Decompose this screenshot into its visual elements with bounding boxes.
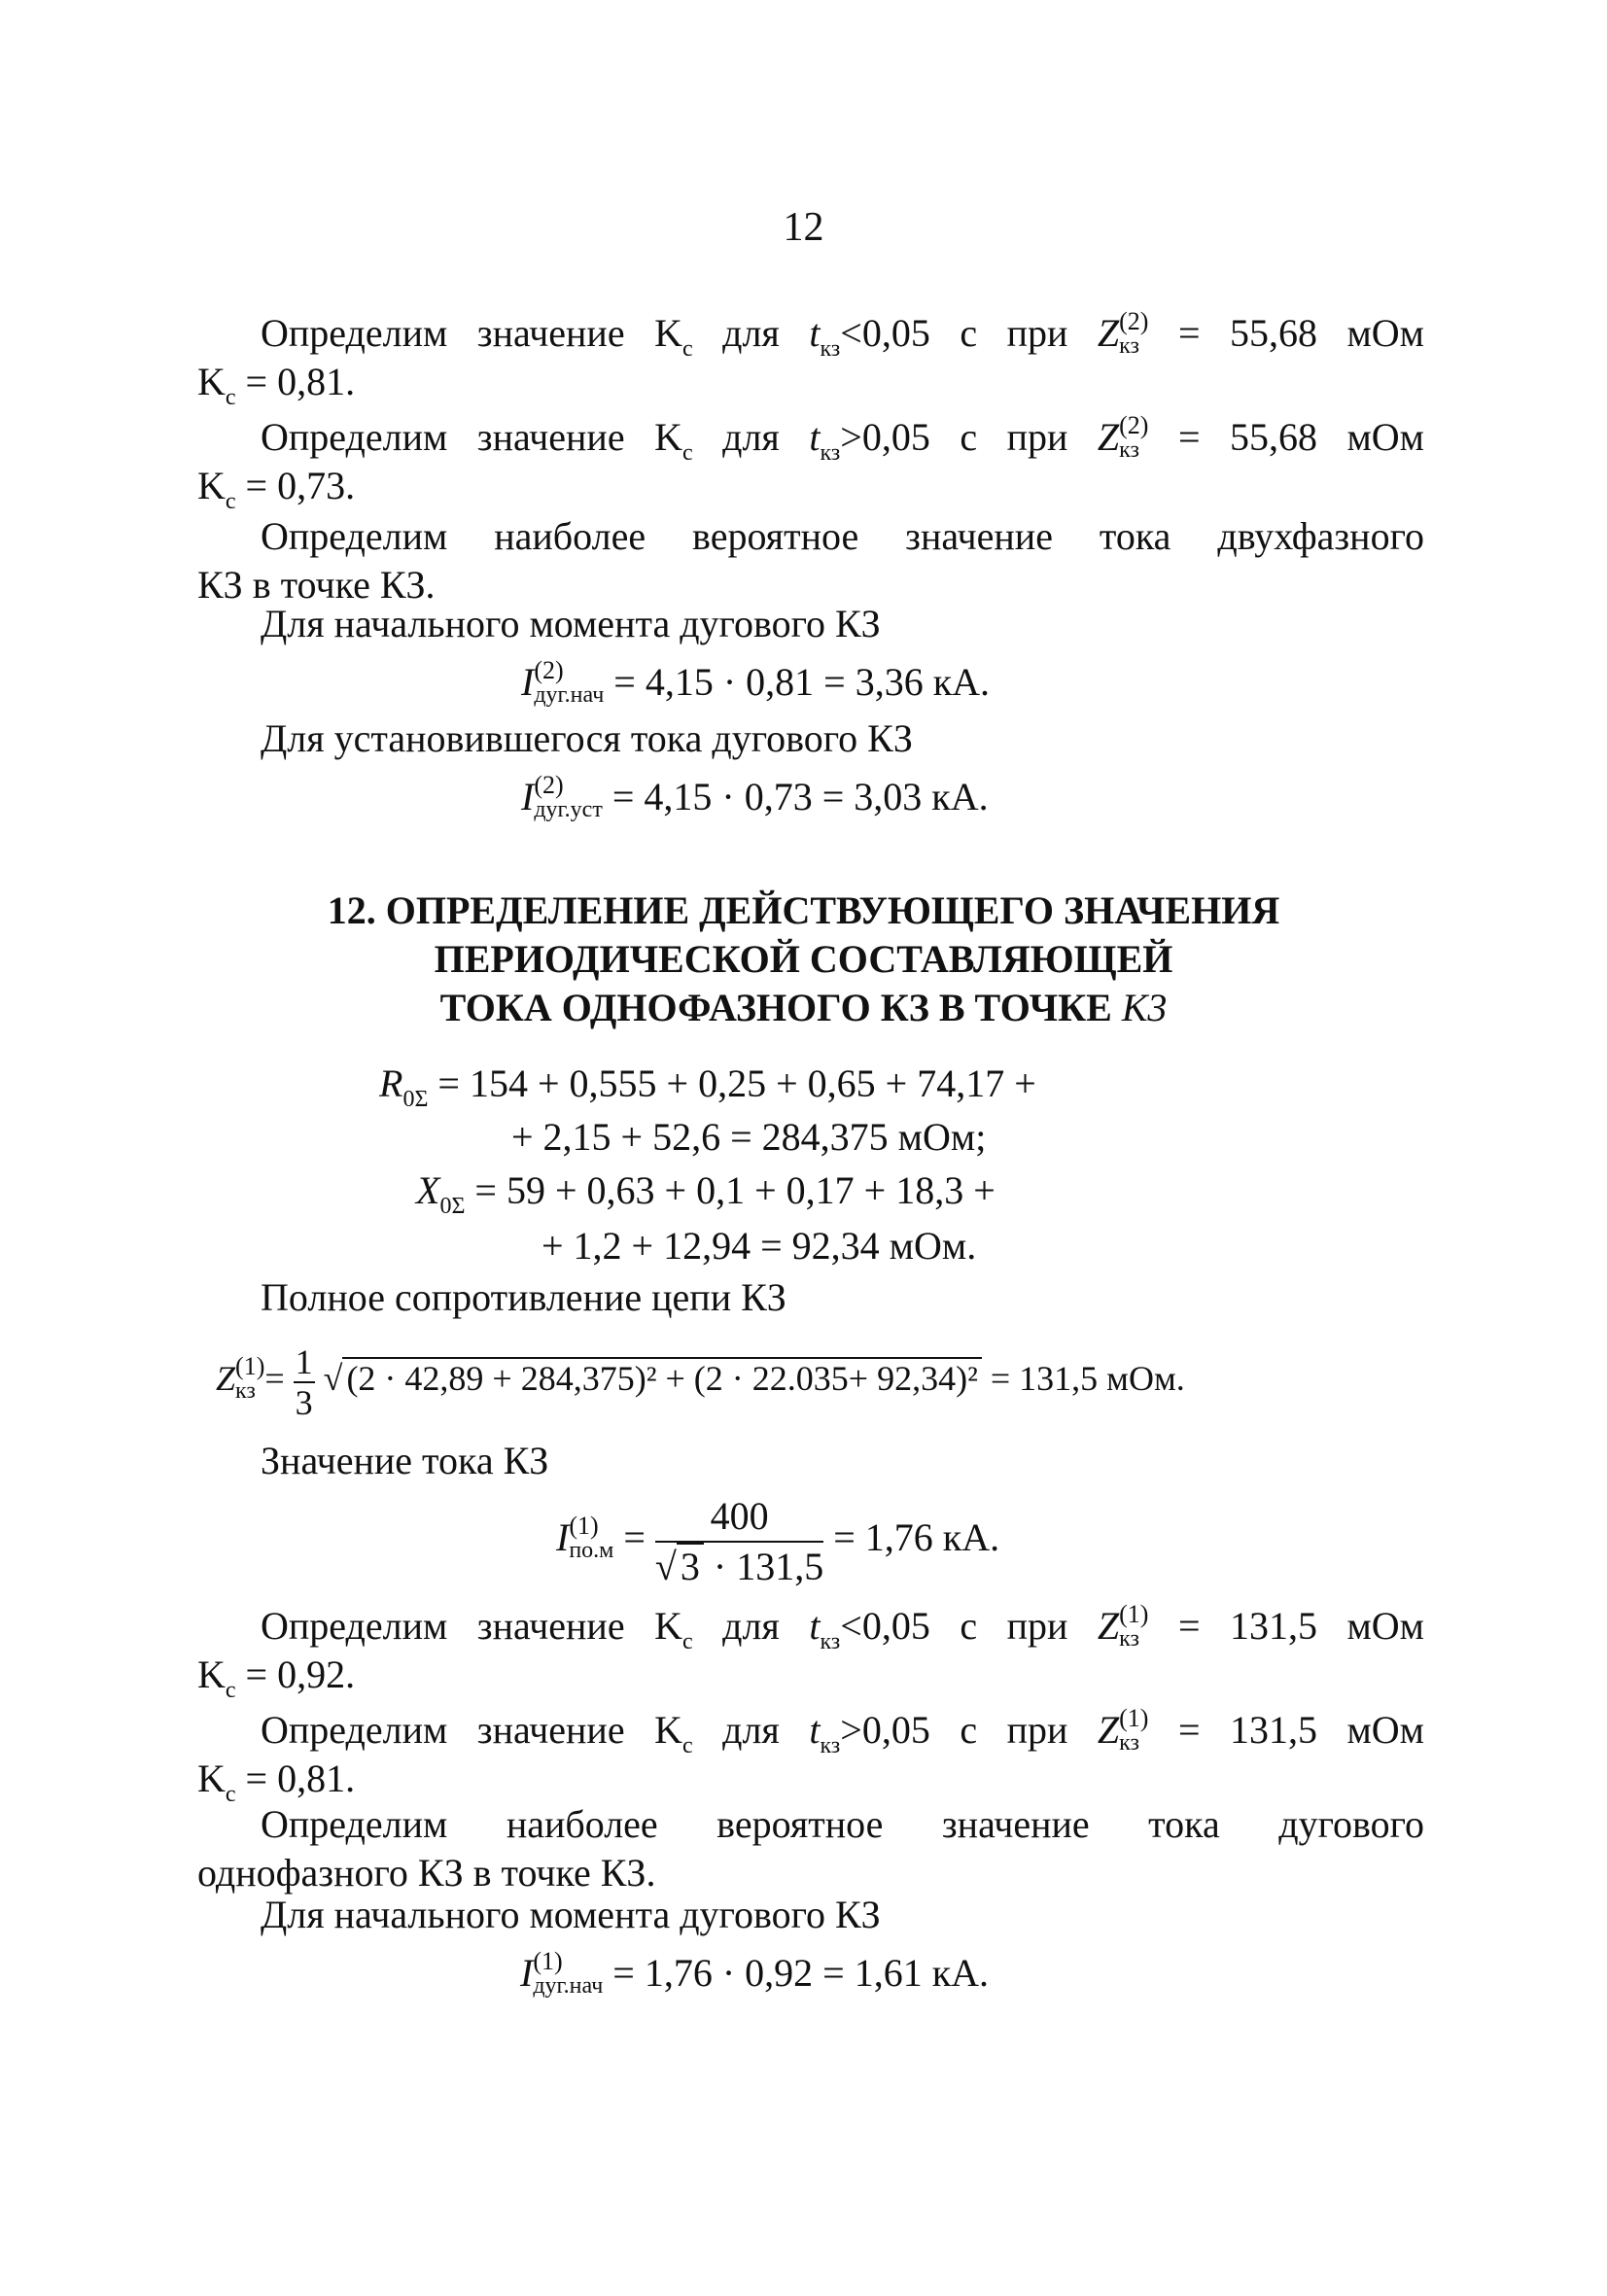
- equation-i2-initial: I (2) дуг.нач = 4,15 · 0,81 = 3,36 кА.: [521, 655, 991, 708]
- equation-r0-sum-cont: + 2,15 + 52,6 = 284,375 мОм;: [511, 1115, 987, 1159]
- paragraph-line: однофазного КЗ в точке КЗ.: [197, 1851, 656, 1895]
- paragraph-line: Определим значение $K_c$ для $t_{кз}>0,05$ с при Z (2) кз = 55,68 мОм: [261, 410, 1424, 466]
- equation-r0-sum: $R_{0\Sigma} = 154 + 0,555 + 0,25 + 0,65 + 74,17$ +: [379, 1061, 1036, 1112]
- heading-line: ТОКА ОДНОФАЗНОГО КЗ В ТОЧКЕ К3: [439, 986, 1168, 1029]
- paragraph-full-impedance: Полное сопротивление цепи КЗ: [261, 1275, 786, 1319]
- paragraph-steady-state: Для установившегося тока дугового КЗ: [261, 716, 913, 760]
- paragraph-kc-less-single: [197, 1599, 1424, 1703]
- paragraph-initial-moment: Для начального момента дугового КЗ: [261, 602, 881, 645]
- equation-i1-pom: I (1) по.м = $\frac{400}{√ 3 \cdot 131,5}$ = 1,76 кА.: [556, 1493, 1000, 1588]
- paragraph-kc-greater: [197, 410, 1424, 514]
- paragraph-line: $K_c = 0,92$.: [197, 1652, 356, 1703]
- paragraph-line: $K_c = 0,81$.: [197, 360, 356, 410]
- paragraph-line: Определим значение $K_c$ для $t_{кз}<0,05$ с при Z (1) кз = 131,5 мОм: [261, 1599, 1424, 1654]
- equation-i2-steady: I (2) дуг.уст = 4,15 · 0,73 = 3,03 кА.: [521, 770, 989, 822]
- paragraph-current-value: Значение тока КЗ: [261, 1439, 549, 1482]
- heading-line: 12. ОПРЕДЕЛЕНИЕ ДЕЙСТВУЮЩЕГО ЗНАЧЕНИЯ: [327, 888, 1280, 932]
- paragraph-kc-greater-single: [197, 1703, 1424, 1807]
- paragraph-probable-two-phase: [197, 512, 1424, 609]
- section-heading: [0, 887, 1607, 1032]
- equation-x0-sum-cont: + 1,2 + 12,94 = 92,34 мОм.: [541, 1224, 977, 1268]
- paragraph-probable-single-phase: [197, 1800, 1424, 1897]
- paragraph-line: КЗ в точке КЗ.: [197, 563, 436, 607]
- paragraph-line: $K_c = 0,81$.: [197, 1757, 356, 1807]
- paragraph-line: Определим наиболее вероятное значение тока дугового: [261, 1802, 1424, 1846]
- paragraph-line: Определим значение $K_c$ для $t_{кз}>0,05$ с при Z (1) кз = 131,5 мОм: [261, 1703, 1424, 1758]
- equation-x0-sum: $X_{0\Sigma} = 59 + 0,63 + 0,1 + 0,17 + 18,3$ +: [416, 1168, 996, 1219]
- equation-i1-initial: I (1) дуг.нач = 1,76 · 0,92 = 1,61 кА.: [520, 1946, 990, 1999]
- equation-z1-impedance: Z (1) кз = $\frac{1}{3}$ √ (2 · 42,89 + 284,375)² + (2 · 22.035+ 92,34)² = 131,5 мОм.: [216, 1341, 1185, 1422]
- paragraph-kc-less: [197, 306, 1424, 410]
- paragraph-line: Определим значение $K_c$ для $t_{кз}<0,05$ с при Z (2) кз = 55,68 мОм: [261, 306, 1424, 362]
- paragraph-line: $K_c = 0,73$.: [197, 464, 356, 514]
- paragraph-initial-moment-single: Для начального момента дугового КЗ: [261, 1893, 881, 1936]
- heading-line: ПЕРИОДИЧЕСКОЙ СОСТАВЛЯЮЩЕЙ: [434, 937, 1173, 981]
- paragraph-line: Определим наиболее вероятное значение тока двухфазного: [261, 514, 1424, 558]
- page-number: 12: [783, 205, 824, 250]
